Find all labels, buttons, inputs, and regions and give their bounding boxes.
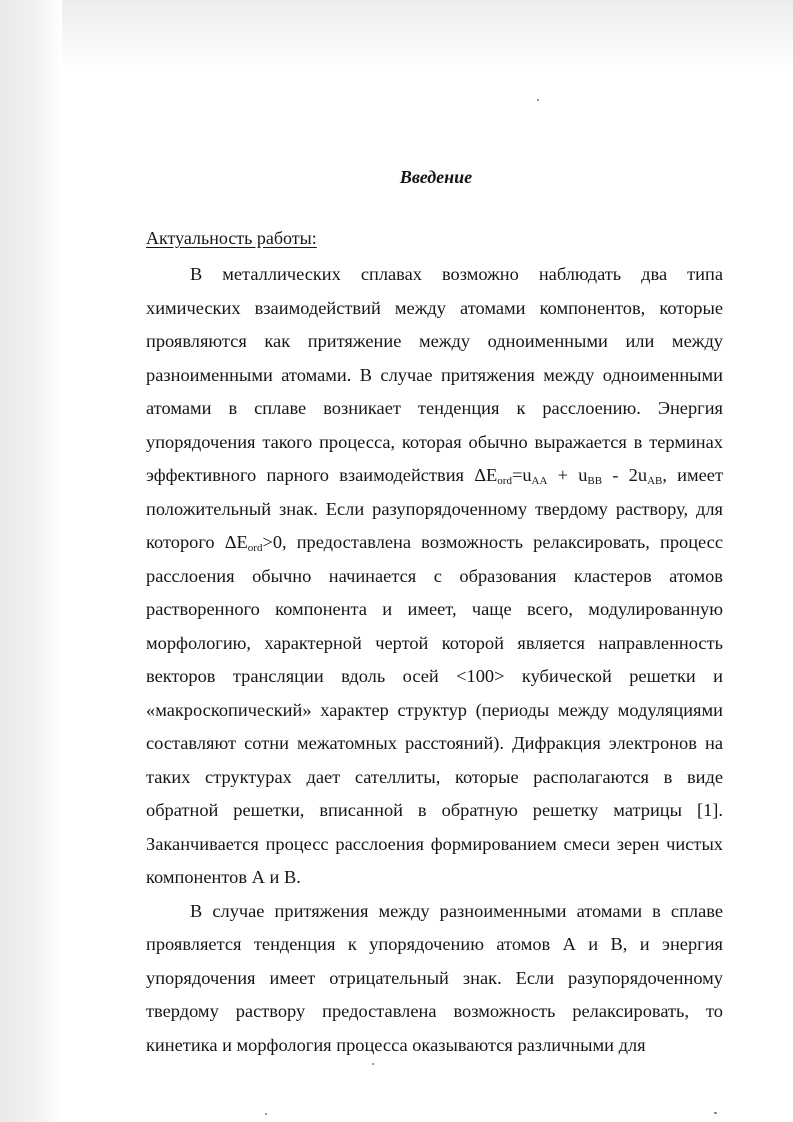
subscript: ord [247, 542, 263, 554]
paragraph [146, 895, 723, 1063]
paragraph-text: - 2u [602, 465, 648, 485]
page-title: Введение [399, 167, 473, 187]
section-heading: Актуальность работы: [146, 228, 317, 248]
paragraph [146, 258, 723, 895]
paragraph-text: >0, предоставлена возможность релаксировать, процесс расслоения обычно начинается с образования кластеров атомов растворенного компонента и имеет, чаще всего, модулированную морфологию, характерной чертой которой является направленность векторов трансляции вдоль осей <100> кубической решетки и «макроскопический» характер структур (периоды между модуляциями составляют сотни межатомных расстояний). Дифракция электронов на таких структурах дает сателлиты, которые располагаются в виде обратной решетки, вписанной в обратную решетку матрицы [1]. Заканчивается процесс расслоения формированием смеси зерен чистых компонентов А и В. [146, 532, 723, 887]
paragraph-text: В случае притяжения между разноименными атомами в сплаве проявляется тенденция к упорядочению атомов А и В, и энергия упорядочения имеет отрицательный знак. Если разупорядоченному твердому раствору предоставлена возможность релаксировать, то кинетика и морфология процесса оказываются различными для [146, 900, 723, 1055]
subscript: BB [587, 475, 603, 487]
paragraph-text: =u [511, 465, 532, 485]
scan-speck [537, 99, 539, 101]
scan-top-shading [0, 0, 793, 70]
subscript: AB [647, 475, 663, 487]
paragraph-text: В металлических сплавах возможно наблюдать два типа химических взаимодействий между атомами компонентов, которые проявляются как притяжение между одноименными или между разноименными атомами. В случае притяжения между одноименными атомами в сплаве возникает тенденция к расслоению. Энергия упорядочения такого процесса, которая обычно выражается в терминах эффективного парного взаимодействия ΔE [146, 264, 723, 485]
subscript: AA [531, 475, 548, 487]
paragraph-text: , имеет положительный знак. Если разупорядоченному твердому раствору, для которого ΔE [146, 465, 723, 552]
body-text [146, 258, 723, 1062]
scan-speck [265, 1113, 267, 1115]
paragraph-text: + u [547, 465, 588, 485]
scan-speck [372, 1063, 374, 1065]
scan-speck [714, 1112, 717, 1114]
subscript: ord [497, 475, 512, 487]
